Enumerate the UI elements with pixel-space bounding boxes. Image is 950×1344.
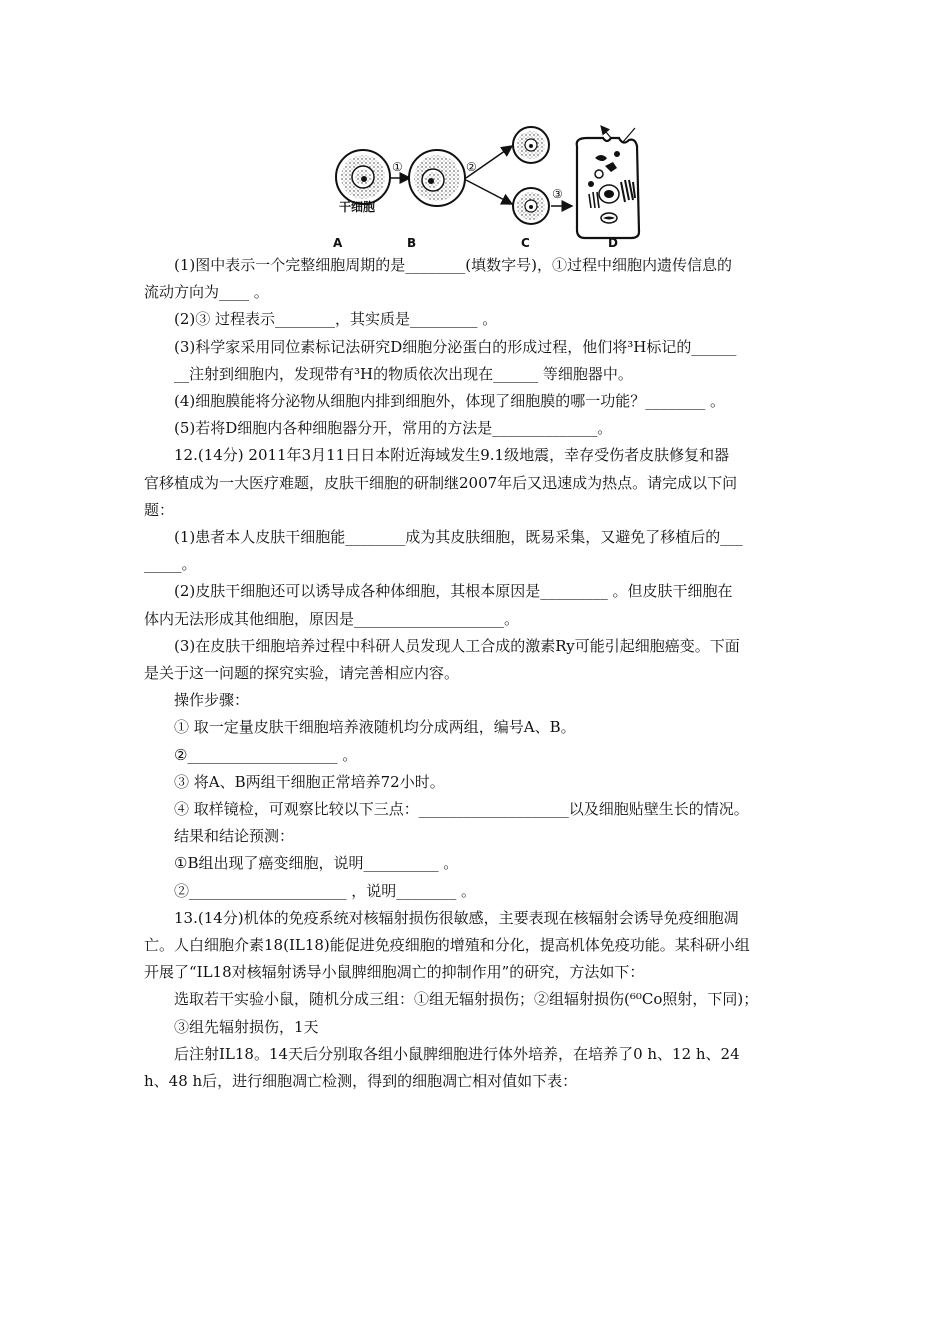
question-text: [144, 252, 809, 1095]
text-line: ②_____________________ ，说明________ 。: [174, 881, 477, 900]
text-line: 开展了“IL18对核辐射诱导小鼠脾细胞凋亡的抑制作用”的研究，方法如下：: [144, 963, 645, 982]
text-line: 后注射IL18。14天后分别取各组小鼠脾细胞进行体外培养，在培养了0 h、12 h、24: [174, 1044, 740, 1063]
cell-c-top: [513, 127, 549, 163]
step-marker-1: ①: [392, 160, 403, 174]
step-marker-3: ③: [552, 187, 563, 201]
text-line: ①B组出现了癌变细胞，说明__________ 。: [174, 854, 459, 873]
cell-differentiation-figure: [325, 118, 645, 256]
text-line: ① 取一定量皮肤干细胞培养液随机均分成两组，编号A、B。: [174, 718, 576, 737]
step-marker-2: ②: [466, 160, 477, 174]
text-line: (1)患者本人皮肤干细胞能________成为其皮肤细胞，既易采集，又避免了移植后的___: [174, 528, 743, 547]
text-line: 选取若干实验小鼠，随机分成三组：①组无辐射损伤；②组辐射损伤(⁶⁰Co照射，下同)；: [174, 990, 759, 1009]
text-line: h、48 h后，进行细胞凋亡检测，得到的细胞凋亡相对值如下表：: [144, 1072, 578, 1091]
cell-d: [577, 126, 639, 238]
cell-a: [336, 150, 390, 204]
cell-label-b: B: [407, 236, 417, 250]
text-line: 体内无法形成其他细胞，原因是____________________。: [144, 609, 520, 628]
text-line: (4)细胞膜能将分泌物从细胞内排到细胞外，体现了细胞膜的哪一功能？________ 。: [174, 392, 726, 411]
stem-cell-label: 干细胞: [339, 200, 376, 214]
text-line: ③组先辐射损伤，1天: [174, 1017, 319, 1036]
text-line: (3)科学家采用同位素标记法研究D细胞分泌蛋白的形成过程，他们将³H标记的______: [174, 337, 737, 356]
text-line: ②____________________ 。: [174, 745, 358, 764]
text-line: 亡。人白细胞介素18(IL18)能促进免疫细胞的增殖和分化，提高机体免疫功能。某科研小组: [144, 936, 750, 955]
cell-c-bottom: [513, 188, 549, 224]
text-line: _____。: [144, 555, 197, 574]
text-line: __注射到细胞内，发现带有³H的物质依次出现在______ 等细胞器中。: [174, 364, 633, 383]
text-line: 题：: [144, 500, 175, 519]
text-line: (2)皮肤干细胞还可以诱导成各种体细胞，其根本原因是_________ 。但皮肤干细胞在: [174, 582, 733, 601]
text-line: 是关于这一问题的探究实验，请完善相应内容。: [144, 664, 460, 683]
text-line: 流动方向为____ 。: [144, 283, 269, 302]
text-line: 官移植成为一大医疗难题，皮肤干细胞的研制继2007年后又迅速成为热点。请完成以下问: [144, 473, 738, 492]
text-line: 操作步骤：: [174, 691, 250, 710]
text-line: 12.(14分) 2011年3月11日日本附近海域发生9.1级地震，幸存受伤者皮肤修复和器: [174, 446, 730, 465]
cell-label-c: C: [521, 236, 530, 250]
cell-label-d: D: [608, 236, 618, 250]
text-line: (1)图中表示一个完整细胞周期的是________(填数字号)，①过程中细胞内遗传信息的: [174, 256, 732, 274]
arrow-2-down: [466, 180, 512, 204]
text-line: 13.(14分)机体的免疫系统对核辐射损伤很敏感，主要表现在核辐射会诱导免疫细胞凋: [174, 908, 739, 927]
text-line: ③ 将A、B两组干细胞正常培养72小时。: [174, 772, 445, 791]
text-line: ④ 取样镜检，可观察比较以下三点：____________________以及细胞贴壁生长的情况。: [174, 800, 749, 819]
text-line: (2)③ 过程表示________，其实质是_________ 。: [174, 310, 498, 329]
cell-b: [409, 150, 465, 206]
cell-diagram: [325, 118, 645, 256]
text-line: (5)若将D细胞内各种细胞器分开，常用的方法是______________。: [174, 419, 613, 438]
cell-label-a: A: [333, 236, 343, 250]
text-line: 结果和结论预测：: [174, 827, 295, 846]
text-line: (3)在皮肤干细胞培养过程中科研人员发现人工合成的激素Ry可能引起细胞癌变。下面: [174, 636, 740, 655]
